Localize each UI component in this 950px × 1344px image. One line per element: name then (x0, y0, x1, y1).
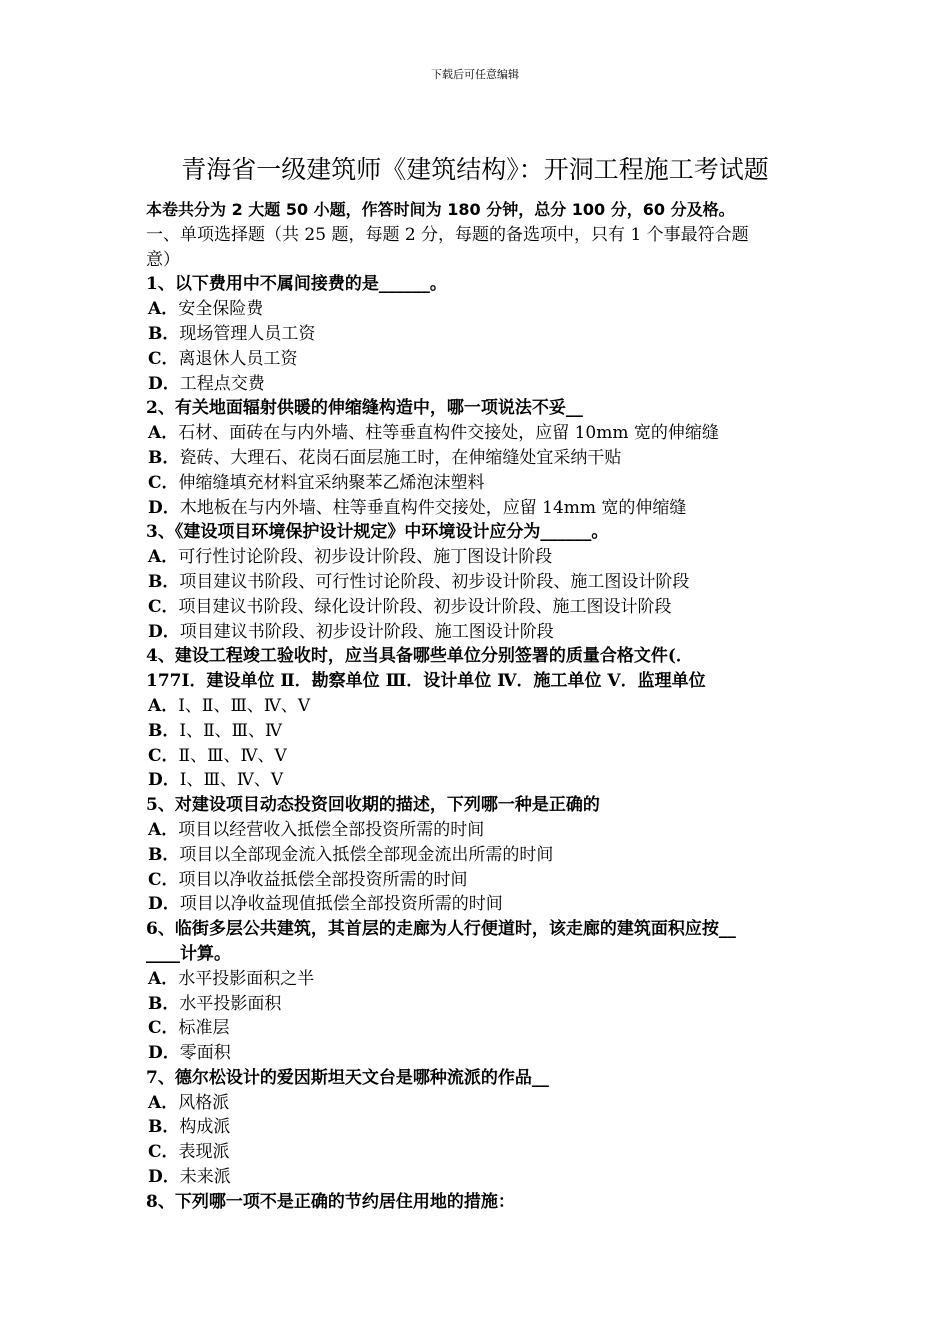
answer-option (146, 620, 816, 645)
answer-option (146, 1140, 816, 1165)
option-text: 水平投影面积 (179, 993, 282, 1014)
question-block (146, 1190, 816, 1215)
option-text: Ⅰ、Ⅱ、Ⅲ、Ⅳ、Ⅴ (178, 695, 311, 716)
option-text: 工程点交费 (179, 373, 265, 394)
option-letter: A． (148, 695, 179, 716)
option-text: 零面积 (179, 1043, 231, 1064)
option-text: 项目建议书阶段、绿化设计阶段、初步设计阶段、施工图设计阶段 (178, 596, 672, 617)
option-letter: B． (148, 447, 180, 468)
option-letter: A． (148, 547, 179, 568)
option-text: 安全保险费 (178, 299, 264, 320)
option-letter: A． (148, 299, 179, 320)
answer-option (146, 1016, 816, 1041)
answer-option (146, 892, 816, 917)
option-letter: B． (148, 720, 180, 741)
answer-option (146, 347, 816, 372)
option-letter: D． (148, 770, 180, 791)
document-body (146, 198, 816, 1215)
question-stem: 3、《建设项目环境保护设计规定》中环境设计应分为______。 (146, 522, 609, 543)
answer-option (146, 545, 816, 570)
option-text: Ⅰ、Ⅲ、Ⅳ、Ⅴ (179, 770, 284, 791)
option-text: 风格派 (178, 1092, 230, 1113)
option-text: 瓷砖、大理石、花岗石面层施工时，在伸缩缝处宜采纳干贴 (179, 447, 622, 468)
section-heading-line-1: 一、单项选择题（共 25 题，每题 2 分，每题的备选项中，只有 1 个事最符合题 (146, 224, 749, 245)
option-letter: C． (148, 472, 179, 493)
header-note: 下载后可任意编辑 (431, 68, 519, 81)
question-stem: 8、下列哪一项不是正确的节约居住用地的措施： (146, 1191, 515, 1212)
option-text: 标准层 (178, 1018, 230, 1039)
answer-option (146, 496, 816, 521)
answer-option (146, 372, 816, 397)
section-heading-line-2: 意） (146, 249, 180, 270)
question-block (146, 272, 816, 396)
answer-option (146, 421, 816, 446)
page-title: 青海省一级建筑师《建筑结构》：开洞工程施工考试题 (181, 155, 769, 184)
option-letter: D． (148, 621, 180, 642)
option-text: 石材、面砖在与内外墙、柱等垂直构件交接处，应留 10mm 宽的伸缩缝 (178, 423, 719, 444)
option-text: 项目以经营收入抵偿全部投资所需的时间 (178, 819, 485, 840)
option-text: 水平投影面积之半 (178, 968, 315, 989)
question-block (146, 644, 816, 793)
option-letter: D． (148, 1167, 180, 1188)
option-text: Ⅱ、Ⅲ、Ⅳ、Ⅴ (178, 745, 287, 766)
answer-option (146, 1165, 816, 1190)
answer-option (146, 744, 816, 769)
option-letter: B． (148, 993, 180, 1014)
answer-option (146, 868, 816, 893)
question-stem: 1、以下费用中不属间接费的是______。 (146, 274, 447, 295)
answer-option (146, 992, 816, 1017)
answer-option (146, 570, 816, 595)
option-text: 离退休人员工资 (178, 348, 298, 369)
question-stem: 7、德尔松设计的爱因斯坦天文台是哪种流派的作品__ (146, 1067, 549, 1088)
option-letter: D． (148, 894, 180, 915)
answer-option (146, 967, 816, 992)
option-text: 构成派 (179, 1117, 231, 1138)
question-block (146, 793, 816, 917)
answer-option (146, 471, 816, 496)
answer-option (146, 768, 816, 793)
option-letter: C． (148, 745, 179, 766)
question-stem: 4、建设工程竣工验收时，应当具备哪些单位分别签署的质量合格文件(． (146, 646, 693, 667)
option-letter: C． (148, 869, 179, 890)
option-text: 项目以全部现金流入抵偿全部现金流出所需的时间 (179, 844, 554, 865)
option-text: Ⅰ、Ⅱ、Ⅲ、Ⅳ (179, 720, 283, 741)
option-letter: C． (148, 596, 179, 617)
option-text: 项目建议书阶段、初步设计阶段、施工图设计阶段 (179, 621, 554, 642)
answer-option (146, 322, 816, 347)
option-letter: A． (148, 1092, 179, 1113)
option-letter: C． (148, 1142, 179, 1163)
option-text: 项目以净收益现值抵偿全部投资所需的时间 (179, 894, 503, 915)
option-letter: A． (148, 423, 179, 444)
answer-option (146, 843, 816, 868)
question-block (146, 917, 816, 1066)
answer-option (146, 446, 816, 471)
option-letter: B． (148, 571, 180, 592)
answer-option (146, 1115, 816, 1140)
option-letter: C． (148, 1018, 179, 1039)
option-text: 现场管理人员工资 (179, 323, 316, 344)
option-letter: B． (148, 1117, 180, 1138)
answer-option (146, 818, 816, 843)
option-text: 表现派 (178, 1142, 230, 1163)
option-text: 项目建议书阶段、可行性讨论阶段、初步设计阶段、施工图设计阶段 (179, 571, 690, 592)
option-text: 未来派 (179, 1167, 231, 1188)
answer-option (146, 719, 816, 744)
answer-option (146, 297, 816, 322)
option-letter: B． (148, 844, 180, 865)
question-stem: 5、对建设项目动态投资回收期的描述，下列哪一种是正确的 (146, 795, 600, 816)
question-list (146, 272, 816, 1214)
option-text: 可行性讨论阶段、初步设计阶段、施丁图设计阶段 (178, 547, 553, 568)
question-block (146, 520, 816, 644)
question-stem: 2、有关地面辐射供暖的伸缩缝构造中，哪一项说法不妥__ (146, 398, 583, 419)
option-letter: D． (148, 373, 180, 394)
answer-option (146, 1041, 816, 1066)
exam-intro: 本卷共分为 2 大题 50 小题，作答时间为 180 分钟，总分 100 分，60 分及格。 (146, 200, 735, 219)
answer-option (146, 1091, 816, 1116)
question-block (146, 1066, 816, 1190)
option-letter: A． (148, 968, 179, 989)
question-stem-continued: 177Ⅰ．建设单位 Ⅱ．勘察单位 Ⅲ．设计单位 Ⅳ．施工单位 Ⅴ．监理单位 (146, 671, 706, 692)
option-letter: B． (148, 323, 180, 344)
option-letter: D． (148, 497, 180, 518)
option-letter: C． (148, 348, 179, 369)
option-letter: D． (148, 1043, 180, 1064)
question-stem: 6、临街多层公共建筑，其首层的走廊为人行便道时，该走廊的建筑面积应按__ (146, 919, 736, 940)
question-block (146, 396, 816, 520)
question-stem-continued: ____计算。 (146, 943, 231, 964)
option-text: 伸缩缝填充材料宜采纳聚苯乙烯泡沫塑料 (178, 472, 485, 493)
answer-option (146, 595, 816, 620)
option-letter: A． (148, 819, 179, 840)
option-text: 项目以净收益抵偿全部投资所需的时间 (178, 869, 468, 890)
answer-option (146, 694, 816, 719)
option-text: 木地板在与内外墙、柱等垂直构件交接处，应留 14mm 宽的伸缩缝 (179, 497, 687, 518)
